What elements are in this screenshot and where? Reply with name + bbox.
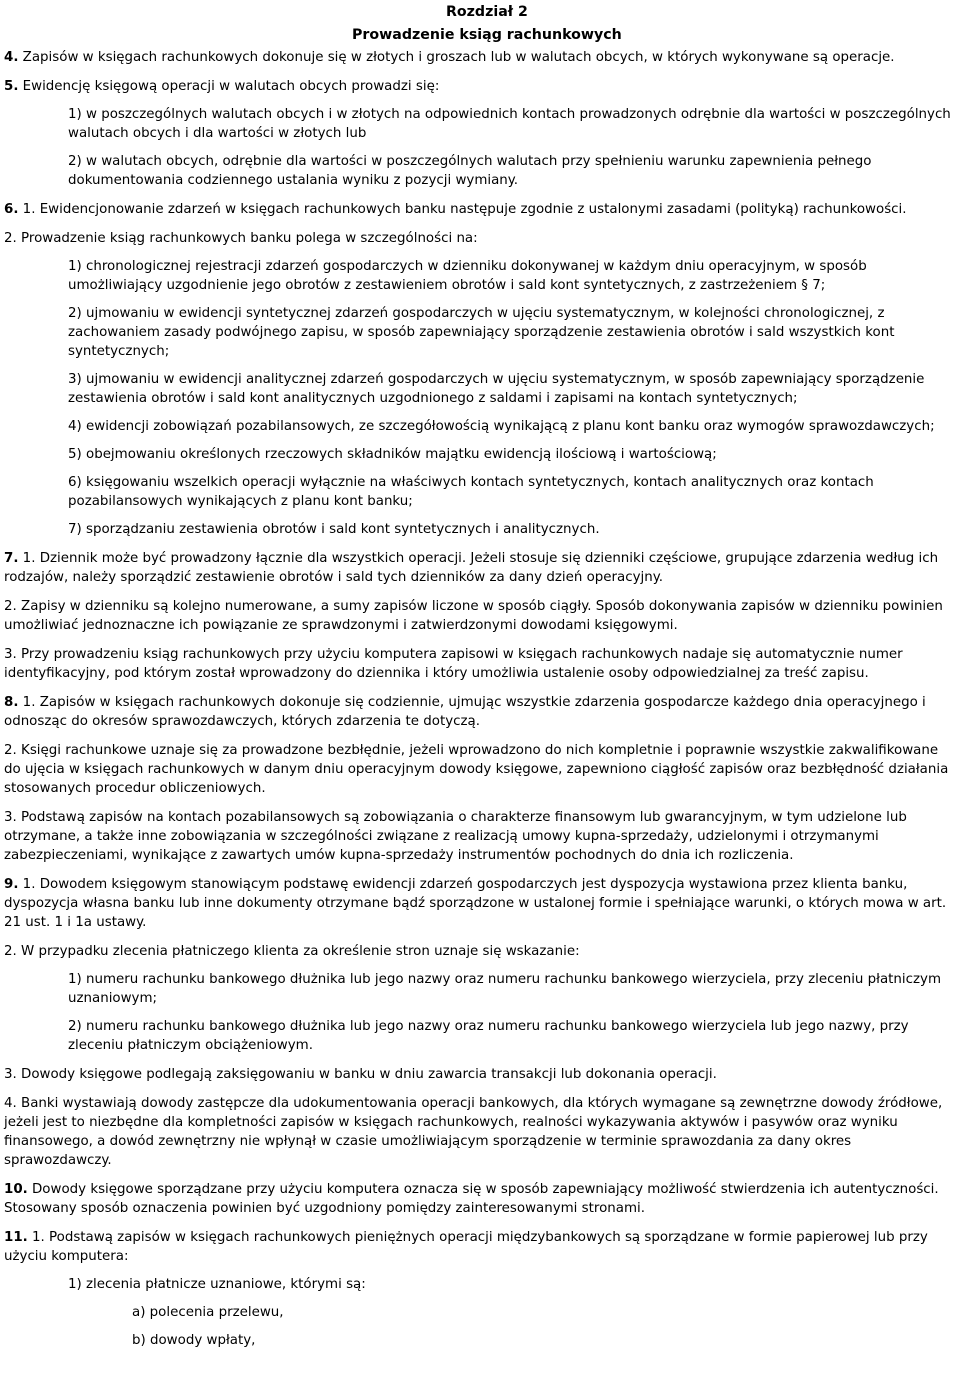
list-item: 7) sporządzaniu zestawienia obrotów i sald kont syntetycznych i analitycznych. — [68, 522, 600, 537]
list-item: 2) numeru rachunku bankowego dłużnika lub jego nazwy oraz numeru rachunku bankowego wierzyciela lub jego nazwy, przy zleceniu płatniczym obciążeniowym. — [68, 1019, 909, 1053]
paragraph-number: 7. — [4, 551, 19, 566]
list-item: 6) księgowaniu wszelkich operacji wyłącznie na właściwych kontach syntetycznych, kontach analitycznych oraz kontach pozabilansowych wynikających z planu kont banku; — [68, 475, 874, 509]
paragraph-text: Zapisów w księgach rachunkowych dokonuje się w złotych i groszach lub w walutach obcych, w których wykonywane są operacje. — [22, 50, 895, 65]
list-item: 3) ujmowaniu w ewidencji analitycznej zdarzeń gospodarczych w ujęciu systematycznym, w sposób zapewniający sporządzenie zestawienia obrotów i sald kont analitycznych uzgodnionego z saldami i zapisami na kontach syntetycznych; — [68, 372, 925, 406]
paragraph-number: 8. — [4, 695, 19, 710]
paragraph-8 — [4, 693, 956, 731]
paragraph-number: 11. — [4, 1230, 28, 1245]
paragraph-number: 9. — [4, 877, 19, 892]
chapter-subtitle: Prowadzenie ksiąg rachunkowych — [352, 27, 622, 43]
paragraph-9-section-4: 4. Banki wystawiają dowody zastępcze dla udokumentowania operacji bankowych, dla których wymagane są zewnętrzne dowody źródłowe, jeżeli jest to niezbędne dla kompletności zapisów w księgach rachunkowych, realności wykazywania aktywów i pasywów oraz wyniku finansowego, a dowód zewnętrzny nie wpłynął w czasie umożliwiającym sporządzenie w terminie sprawozdania za dany okres sprawozdawczy. — [4, 1096, 943, 1168]
paragraph-text: 1. Dziennik może być prowadzony łącznie dla wszystkich operacji. Jeżeli stosuje się dzienniki częściowe, grupujące zdarzenia według ich rodzajów, należy sporządzić zestawienie obrotów i sald tych dzienników za dany dzień operacyjny. — [4, 551, 939, 585]
list-item: 1) chronologicznej rejestracji zdarzeń gospodarczych w dzienniku dokonywanej w każdym dniu operacyjnym, w sposób umożliwiający uzgodnienie jego obrotów z zestawieniem obrotów i sald kont syntetycznych, z zastrzeżeniem § 7; — [68, 259, 867, 293]
chapter-title: Rozdział 2 — [446, 4, 528, 20]
list-item: 1) zlecenia płatnicze uznaniowe, którymi są: — [68, 1277, 366, 1292]
paragraph-number: 4. — [4, 50, 19, 65]
paragraph-number: 5. — [4, 79, 19, 94]
paragraph-5 — [4, 77, 956, 96]
paragraph-7-section-3: 3. Przy prowadzeniu ksiąg rachunkowych przy użyciu komputera zapisowi w księgach rachunkowych nadaje się automatycznie numer identyfikacyjny, pod którym został wprowadzony do dziennika i który umożliwia ustalenie osoby odpowiedzialnej za treść zapisu. — [4, 647, 903, 681]
paragraph-4 — [4, 48, 956, 67]
paragraph-number: 10. — [4, 1182, 28, 1197]
paragraph-text: 1. Dowodem księgowym stanowiącym podstawę ewidencji zdarzeń gospodarczych jest dyspozycja wystawiona przez klienta banku, dyspozycja własna banku lub inne dokumenty otrzymane bądź sporządzone w ustalonej formie i spełniające warunki, o których mowa w art. 21 ust. 1 i 1a ustawy. — [4, 877, 947, 930]
paragraph-9-section-3: 3. Dowody księgowe podlegają zaksięgowaniu w banku w dniu zawarcia transakcji lub dokonania operacji. — [4, 1067, 717, 1082]
paragraph-text: Ewidencję księgową operacji w walutach obcych prowadzi się: — [22, 79, 440, 94]
paragraph-9-section-2: 2. W przypadku zlecenia płatniczego klienta za określenie stron uznaje się wskazanie: — [4, 944, 580, 959]
paragraph-text: 1. Ewidencjonowanie zdarzeń w księgach rachunkowych banku następuje zgodnie z ustalonymi zasadami (polityką) rachunkowości. — [22, 202, 907, 217]
paragraph-11 — [4, 1228, 956, 1266]
list-item: 1) numeru rachunku bankowego dłużnika lub jego nazwy oraz numeru rachunku bankowego wierzyciela, przy zleceniu płatniczym uznaniowym; — [68, 972, 941, 1006]
sub-list-item: b) dowody wpłaty, — [132, 1333, 256, 1348]
paragraph-8-section-2: 2. Księgi rachunkowe uznaje się za prowadzone bezbłędnie, jeżeli wprowadzono do nich kompletnie i poprawnie wszystkie zakwalifikowane do ujęcia w księgach rachunkowych w danym dniu operacyjnym dowody księgowe, zapewniono ciągłość zapisów oraz bezbłędność działania stosowanych procedur obliczeniowych. — [4, 743, 949, 796]
list-item: 5) obejmowaniu określonych rzeczowych składników majątku ewidencją ilościową i wartościową; — [68, 447, 717, 462]
list-item: 2) w walutach obcych, odrębnie dla wartości w poszczególnych walutach przy spełnieniu warunku zapewnienia pełnego dokumentowania codziennego ustalania wyniku z pozycji wymiany. — [68, 154, 872, 188]
paragraph-7-section-2: 2. Zapisy w dzienniku są kolejno numerowane, a sumy zapisów liczone w sposób ciągły. Sposób dokonywania zapisów w dzienniku powinien umożliwiać jednoznaczne ich powiązanie ze sprawdzonymi i zatwierdzonymi dowodami księgowymi. — [4, 599, 943, 633]
list-item: 4) ewidencji zobowiązań pozabilansowych, ze szczegółowością wynikającą z planu kont banku oraz wymogów sprawozdawczych; — [68, 419, 935, 434]
paragraph-7 — [4, 549, 956, 587]
paragraph-6 — [4, 200, 956, 219]
list-item: 1) w poszczególnych walutach obcych i w złotych na odpowiednich kontach prowadzonych odrębnie dla wartości w poszczególnych walutach obcych i dla wartości w złotych lub — [68, 107, 951, 141]
paragraph-number: 6. — [4, 202, 19, 217]
paragraph-text: Dowody księgowe sporządzane przy użyciu komputera oznacza się w sposób zapewniający możliwość stwierdzenia ich autentyczności. Stosowany sposób oznaczenia powinien być uzgodniony pomiędzy zainteresowanymi stronami. — [4, 1182, 939, 1216]
paragraph-10 — [4, 1180, 956, 1218]
paragraph-9 — [4, 875, 956, 932]
paragraph-text: 1. Podstawą zapisów w księgach rachunkowych pieniężnych operacji międzybankowych są sporządzane w formie papierowej lub przy użyciu komputera: — [4, 1230, 928, 1264]
paragraph-text: 1. Zapisów w księgach rachunkowych dokonuje się codziennie, ujmując wszystkie zdarzenia gospodarcze każdego dnia operacyjnego i odnosząc do okresów sprawozdawczych, których zdarzenia te dotyczą. — [4, 695, 926, 729]
paragraph-6-section-2: 2. Prowadzenie ksiąg rachunkowych banku polega w szczególności na: — [4, 231, 478, 246]
sub-list-item: a) polecenia przelewu, — [132, 1305, 284, 1320]
list-item: 2) ujmowaniu w ewidencji syntetycznej zdarzeń gospodarczych w ujęciu systematycznym, w kolejności chronologicznej, z zachowaniem zasady podwójnego zapisu, w sposób zapewniający sporządzenie zestawienia obrotów i sald wszystkich kont syntetycznych; — [68, 306, 895, 359]
paragraph-8-section-3: 3. Podstawą zapisów na kontach pozabilansowych są zobowiązania o charakterze finansowym lub gwarancyjnym, w tym udzielone lub otrzymane, a także inne zobowiązania w szczególności związane z realizacją umowy kupna-sprzedaży, udzielonymi i otrzymanymi zabezpieczeniami, wynikające z zawartych umów kupna-sprzedaży instrumentów pochodnych do dnia ich rozliczenia. — [4, 810, 907, 863]
